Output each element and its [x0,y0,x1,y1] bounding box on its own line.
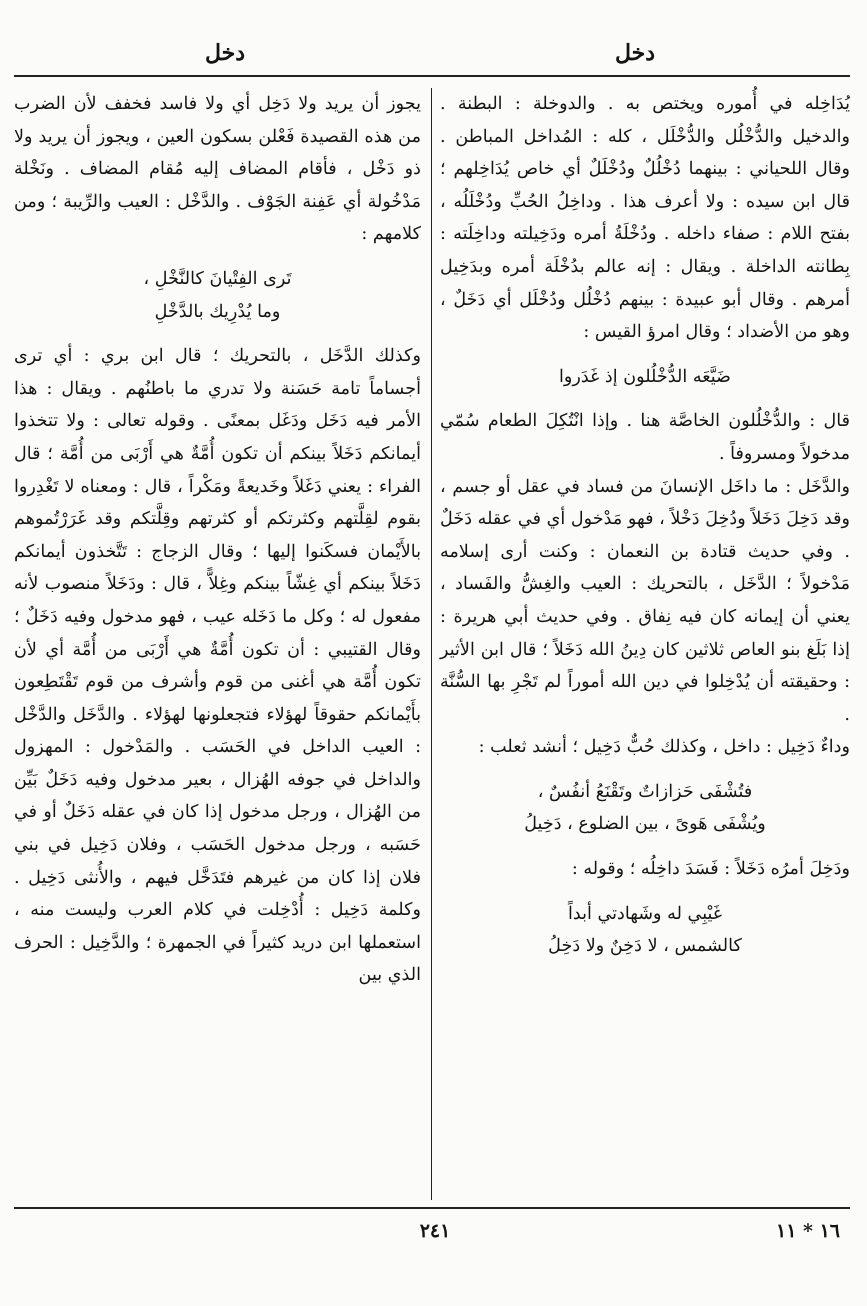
verse-line: ضَيَّعَه الدُّخْلُلون إذ غَدَروا [558,366,731,387]
running-head-right: دخل [614,40,656,66]
top-rule [14,75,850,77]
paragraph: وداءٌ دَخِيل : داخل ، وكذلك حُبٌّ دَخِيل ؛ أنشد ثعلب : [478,737,850,758]
verse-line: ويُشْفَى هَوىً ، بين الضلوع ، دَخِيلُ [524,814,766,835]
paragraph: ودَخِلَ أمرُه دَخَلاً : فَسَدَ داخِلُه ؛ وقوله : [571,859,850,880]
verse-line: تَرى الفِتْيانَ كالنَّخْلِ ، [143,268,292,289]
verse [14,263,421,328]
left-column [14,88,421,992]
verse [440,776,850,841]
verse-line: كالشمس ، لا دَخِنٌ ولا دَخِلُ [548,936,742,957]
signature-mark: ١٦ * ١١ [775,1220,840,1242]
paragraph: يُدَاخِله في أُموره ويختص به . والدوخلة : البطنة . والدخيل والدُّخْلُل والدُّخْلَل ، كله : المُداخل المباطن . وقال اللحياني : بينهما دُخْلُلٌ ودُخْلَلٌ أي خاص يُدَاخِلهم ؛ قال ابن سيده : ولا أعرف هذا . وداخِلُ الحُبِّ ودُخْلَلُه ، بفتح اللام : صفاء داخله . ودُخْلَةُ أمره ودَخِيلته وداخِلَته : بِطانته الداخلة . ويقال : إنه عالم بدُخْلَة أمره وبدَخِيل أمرهم . وقال أبو عبيدة : بينهم دُخْلُل ودُخْلَل أي دَخَلٌ ، وهو من الأضداد ؛ وقال امرؤ القيس : [440,94,850,343]
verse-line: فتُشْفَى حَزازاتٌ وتَقْنَعُ أنفُسٌ ، [537,781,753,802]
verse [440,361,850,394]
paragraph: والدَّخَل : ما داخَل الإنسانَ من فساد في عقل أو جسم ، وقد دَخِلَ دَخَلاً ودُخِلَ دَخْلاً ، فهو مَدْخول أي في عقله دَخَلٌ . وفي حديث قتادة بن النعمان : وكنت أرى إسلامه مَدْخولاً ؛ الدَّخَل ، بالتحريك : العيب والغِشُّ والفَساد ، يعني أن إيمانه كان فيه نِفاق . وفي حديث أبي هريرة : إذا بَلَغ بنو العاص ثلاثين كان دِينُ الله دَخَلاً ؛ قال ابن الأثير : وحقيقته أن يُدْخِلوا في دين الله أموراً لم تَجْرِ بها السُّنَّة . [440,476,850,725]
verse-line: وما يُدْرِيك بالدَّخْلِ [154,301,281,322]
page-number: ٢٤١ [419,1220,451,1242]
running-head-left: دخل [204,40,246,66]
column-divider [431,88,432,1200]
paragraph: وكذلك الدَّخَل ، بالتحريك ؛ قال ابن بري : أي ترى أجساماً تامة حَسَنة ولا تدري ما باطنُهم . ويقال : هذا الأمر فيه دَخَل ودَغَل بمعنًى . وقوله تعالى : ولا تتخذوا أيمانكم دَخَلاً بينكم أن تكون أُمَّةٌ هي أَرْبَى من أُمَّة ؛ قال الفراء : يعني دَغَلاً وخَديعةً ومَكْراً ، قال : ومعناه لا تَغْدِروا بقوم لقِلَّتهم وكثرتكم أو كثرتهم وقِلَّتكم وقد غَرَرْتُموهم بالأَيْمان فسكَنوا إليها ؛ وقال الزجاج : تَتَّخذون أيمانكم دَخَلاً بينكم أي غِشّاً بينكم وغِلاًّ ، قال : ودَخَلاً منصوب لأنه مفعول له ؛ وكل ما دَخَله عيب ، فهو مدخول وفيه دَخَلٌ ؛ وقال القتيبي : أن تكون أُمَّةٌ هي أَرْبَى من أُمَّة أي لأن تكون أُمَّة هي أغنى من قوم وأشرف من قوم تَقْتَطِعون بأَيْمانكم حقوقاً لهؤلاء فتجعلونها لهؤلاء . والدَّخَل والدَّخْل : العيب الداخل في الحَسَب . والمَدْخول : المهزول والداخل في جوفه الهُزال ، بعير مدخول وفيه دَخَلٌ بَيِّن من الهُزال ، ورجل مدخول إذا كان في عقله دَخَلٌ أو في حَسَبه ، ورجل مدخول الحَسَب ، وفلان دَخِيل في بني فلان إذا كان من غيرهم فتَدَخَّل فيهم ، والأُنثى دَخِيل . وكلمة دَخِيل : أُدْخِلت في كلام العرب وليست منه ، استعملها ابن دريد كثيراً في الجمهرة ؛ والدَّخِيل : الحرف الذي بين [14,346,421,986]
paragraph: قال : والدُّخْلُلون الخاصَّة هنا . وإذا انْتُكِلَ الطعام سُمّي مدخولاً ومسروفاً . [440,411,850,464]
paragraph: يجوز أن يريد ولا دَخِل أي ولا فاسد فخفف لأن الضرب من هذه القصيدة فَعْلن بسكون العين ، ويجوز أن يريد ولا ذو دَخْل ، فأقام المضاف إليه مُقام المضاف . ونَخْلة مَدْخُولة أي عَفِنة الجَوْف . والدَّخْل : العيب والرِّيبة ؛ ومن كلامهم : [14,94,421,245]
right-column [440,88,850,975]
verse [440,898,850,963]
verse-line: غَيْبِي له وشَهادتي أبداً [567,903,723,924]
bottom-rule [14,1207,850,1209]
